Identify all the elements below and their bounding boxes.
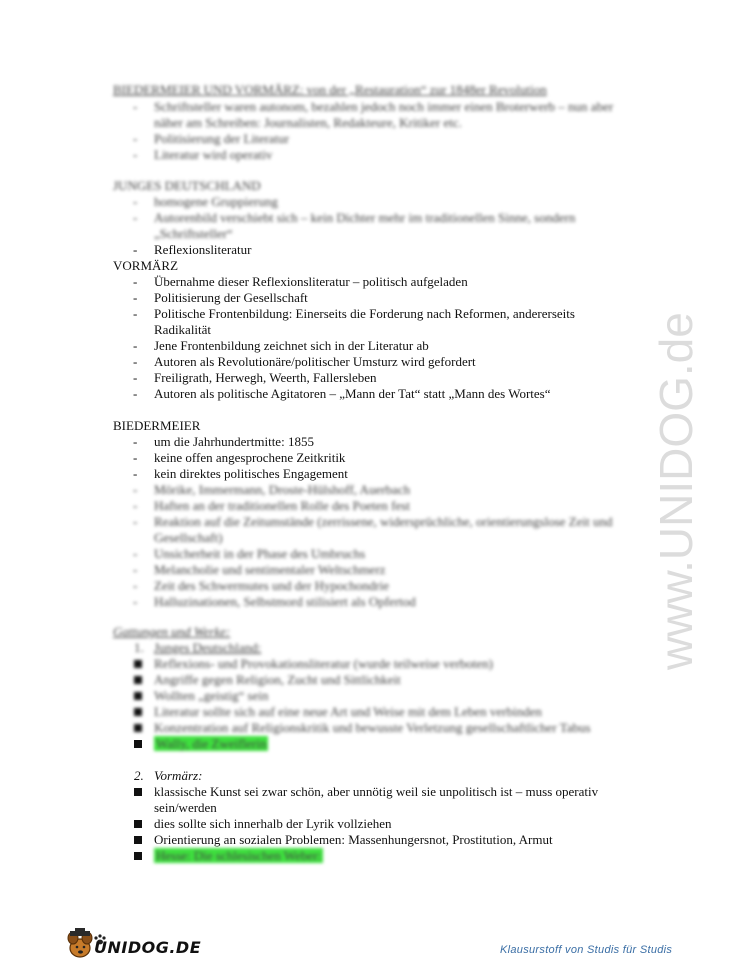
list-item: Halluzinationen, Selbstmord stilisiert als Opfertod xyxy=(154,594,416,609)
watermark xyxy=(640,250,720,680)
list-item: Übernahme dieser Reflexionsliteratur – politisch aufgeladen xyxy=(154,274,468,289)
subsection-title: Junges Deutschland: xyxy=(154,640,262,655)
bullet-square xyxy=(134,740,142,748)
bullet-dash: - xyxy=(133,306,138,321)
list-item: Reflexions- und Provokationsliteratur (wurde teilweise verboten) xyxy=(154,656,493,671)
bullet-dash: - xyxy=(133,434,138,449)
list-item: dies sollte sich innerhalb der Lyrik vollziehen xyxy=(154,816,392,831)
section-title-biedermeier-vormaerz: BIEDERMEIER UND VORMÄRZ: von der „Restauration“ zur 1848er Revolution xyxy=(113,82,547,97)
list-item: kein direktes politisches Engagement xyxy=(154,466,348,481)
bullet-dash: - xyxy=(133,194,138,209)
footer-tagline: Klausurstoff von Studis für Studis xyxy=(500,944,673,956)
unidog-logo[interactable] xyxy=(64,928,202,962)
highlighted-work xyxy=(154,848,323,864)
bullet-dash: - xyxy=(133,210,138,225)
list-item: Freiligrath, Herwegh, Weerth, Fallersleben xyxy=(154,370,377,385)
bullet-square xyxy=(134,676,142,684)
bullet-dash: - xyxy=(133,386,138,401)
highlight-text: Wally, die Zweiflerin xyxy=(156,736,267,751)
list-item: Autorenbild verschiebt sich – kein Dichter mehr im traditionellen Sinne, sondern „Schriftsteller“ xyxy=(154,210,576,241)
list-item: Orientierung an sozialen Problemen: Massenhungersnot, Prostitution, Armut xyxy=(154,832,553,847)
subsection-title: Vormärz: xyxy=(154,768,203,783)
bullet-dash: - xyxy=(133,562,138,577)
list-item: homogene Gruppierung xyxy=(154,194,278,209)
bullet-dash: - xyxy=(133,370,138,385)
list-item: Reflexionsliteratur xyxy=(154,242,252,257)
bullet-square xyxy=(134,724,142,732)
bullet-dash: - xyxy=(133,131,138,146)
watermark-text: www.UNIDOG.de xyxy=(650,312,702,670)
list-item: Autoren als Revolutionäre/politischer Umsturz wird gefordert xyxy=(154,354,476,369)
list-item: Haften an der traditionellen Rolle des Poeten fest xyxy=(154,498,410,513)
section-title-gattungen: Gattungen und Werke: xyxy=(113,624,231,639)
bullet-dash: - xyxy=(133,290,138,305)
highlight-text: Hesse: Die schlesischen Weber: xyxy=(156,848,322,863)
bullet-square xyxy=(134,692,142,700)
bullet-square xyxy=(134,852,142,860)
list-item: um die Jahrhundertmitte: 1855 xyxy=(154,434,314,449)
list-number: 1. xyxy=(134,640,144,655)
bullet-dash: - xyxy=(133,274,138,289)
bullet-square xyxy=(134,660,142,668)
list-item: Unsicherheit in der Phase des Umbruchs xyxy=(154,546,366,561)
logo-text: UNIDOG.DE xyxy=(94,938,202,957)
list-item: Politische Frontenbildung: Einerseits die Forderung nach Reformen, andererseits Radikalität xyxy=(154,306,575,337)
bullet-dash: - xyxy=(133,498,138,513)
list-item: keine offen angesprochene Zeitkritik xyxy=(154,450,346,465)
list-item: Politisierung der Literatur xyxy=(154,131,290,146)
bullet-dash: - xyxy=(133,514,138,529)
list-item: Mörike, Immermann, Droste-Hülshoff, Auerbach xyxy=(154,482,411,497)
bullet-dash: - xyxy=(133,450,138,465)
list-item: Zeit des Schwermutes und der Hypochondrie xyxy=(154,578,390,593)
section-title-biedermeier: BIEDERMEIER xyxy=(113,418,201,433)
bullet-dash: - xyxy=(133,354,138,369)
list-item: Melancholie und sentimentaler Weltschmerz xyxy=(154,562,386,577)
bullet-dash: - xyxy=(133,147,138,162)
bullet-dash: - xyxy=(133,578,138,593)
list-item: Politisierung der Gesellschaft xyxy=(154,290,308,305)
bullet-square xyxy=(134,708,142,716)
list-item: Wollten „geistig“ sein xyxy=(154,688,269,703)
list-item: Literatur sollte sich auf eine neue Art und Weise mit dem Leben verbinden xyxy=(154,704,542,719)
list-number: 2. xyxy=(134,768,144,783)
bullet-dash: - xyxy=(133,546,138,561)
bullet-square xyxy=(134,788,142,796)
bullet-square xyxy=(134,836,142,844)
list-item: klassische Kunst sei zwar schön, aber unnötig weil sie unpolitisch ist – muss operativ sein/werden xyxy=(154,784,599,815)
bullet-square xyxy=(134,820,142,828)
list-item: Schriftsteller waren autonom, bezahlen jedoch noch immer einen Broterwerb – nun aber näher am Schreiben: Journalisten, Redakteure, Kritiker etc. xyxy=(154,99,614,130)
highlighted-work xyxy=(154,736,268,752)
section-title-vormaerz: VORMÄRZ xyxy=(113,258,179,273)
section-title-junges-deutschland: JUNGES DEUTSCHLAND xyxy=(113,178,261,193)
bullet-dash: - xyxy=(133,594,138,609)
list-item: Konzentration auf Religionskritik und bewusste Verletzung gesellschaftlicher Tabus xyxy=(154,720,591,735)
bullet-dash: - xyxy=(133,482,138,497)
list-item: Autoren als politische Agitatoren – „Mann der Tat“ statt „Mann des Wortes“ xyxy=(154,386,551,401)
list-item: Jene Frontenbildung zeichnet sich in der Literatur ab xyxy=(154,338,429,353)
list-item: Literatur wird operativ xyxy=(154,147,273,162)
bullet-dash: - xyxy=(133,242,138,257)
bullet-dash: - xyxy=(133,99,138,114)
list-item: Reaktion auf die Zeitumstände (zerrissene, widersprüchliche, orientierungslose Zeit und Gesellschaft) xyxy=(154,514,613,545)
bullet-dash: - xyxy=(133,466,138,481)
bullet-dash: - xyxy=(133,338,138,353)
list-item: Angriffe gegen Religion, Zucht und Sittlichkeit xyxy=(154,672,401,687)
